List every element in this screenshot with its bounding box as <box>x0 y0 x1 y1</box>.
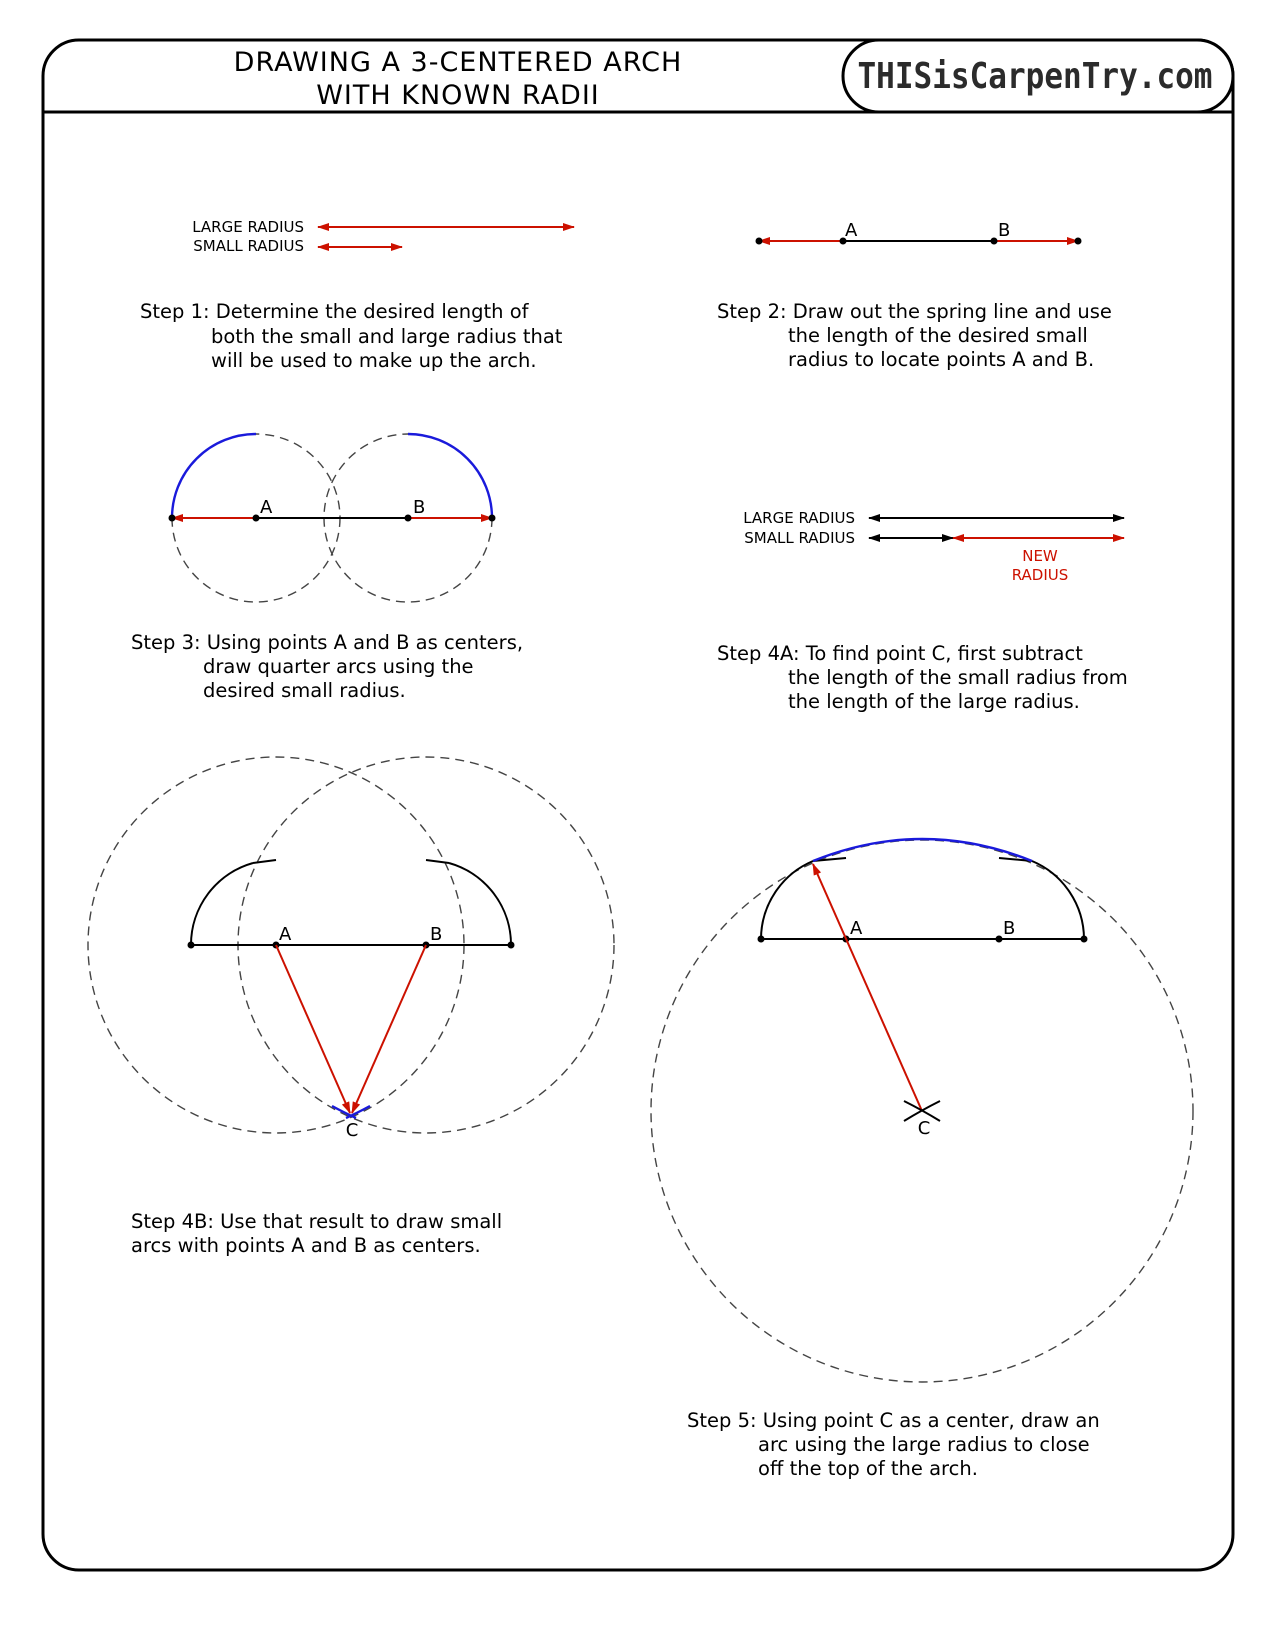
point-a-label-step3: A <box>260 497 273 518</box>
quarter-arc-right-4b <box>449 863 511 945</box>
point-a-dot-step3 <box>253 515 260 522</box>
radius-a-to-c <box>276 945 350 1113</box>
radius-b-to-c <box>352 945 426 1113</box>
step4a-line1: Step 4A: To find point C, first subtract <box>717 642 1083 665</box>
step4b-text <box>131 1210 502 1257</box>
step5-text <box>687 1409 1100 1480</box>
step5-line1: Step 5: Using point C as a center, draw an <box>687 1409 1100 1432</box>
point-b-label-step3: B <box>413 497 426 518</box>
step3-line1: Step 3: Using points A and B as centers, <box>131 631 524 654</box>
arc-tick-left <box>253 860 276 863</box>
step1-text <box>140 300 563 372</box>
step1-line1: Step 1: Determine the desired length of <box>140 300 529 323</box>
small-arc-left-5 <box>761 861 813 939</box>
step4a-line3: the length of the large radius. <box>788 690 1080 713</box>
step4a-diagram <box>743 509 1124 584</box>
page-title-line2: WITH KNOWN RADII <box>316 80 600 111</box>
step4a-text <box>717 642 1128 713</box>
brand-logo: THISisCarpenTry.com <box>857 56 1213 97</box>
step2-line2: the length of the desired small <box>788 324 1088 347</box>
step2-line1: Step 2: Draw out the spring line and use <box>717 300 1112 323</box>
spring-end-left <box>756 238 763 245</box>
point-c-label-5: C <box>917 1118 931 1139</box>
step1-line3: will be used to make up the arch. <box>211 349 537 372</box>
new-radius-label-line2: RADIUS <box>1011 566 1069 584</box>
step4b-line1: Step 4B: Use that result to draw small <box>131 1210 503 1233</box>
step3-text <box>131 631 523 702</box>
point-a-label-5: A <box>850 918 863 939</box>
end-right-dot-step3 <box>489 515 496 522</box>
end-right-dot-5 <box>1081 936 1088 943</box>
spring-end-right <box>1075 238 1082 245</box>
large-radius-label-4a: LARGE RADIUS <box>743 509 855 527</box>
step3-diagram <box>169 434 496 602</box>
step4b-diagram <box>88 757 614 1141</box>
point-b-label-4b: B <box>430 924 443 945</box>
end-left-dot-step3 <box>169 515 176 522</box>
step4a-line2: the length of the small radius from <box>788 666 1128 689</box>
point-b-dot-5 <box>996 936 1003 943</box>
step2-diagram <box>756 220 1082 245</box>
quarter-arc-left-4b <box>191 863 253 945</box>
large-radius-label: LARGE RADIUS <box>192 218 304 236</box>
step5-diagram <box>651 839 1193 1382</box>
step3-line3: desired small radius. <box>203 679 406 702</box>
quarter-arc-left <box>172 434 256 518</box>
step4b-line2: arcs with points A and B as centers. <box>131 1234 481 1257</box>
point-b-label-5: B <box>1003 918 1016 939</box>
small-radius-label-4a: SMALL RADIUS <box>744 529 855 547</box>
point-b-dot-step3 <box>405 515 412 522</box>
new-radius-label-line1: NEW <box>1022 547 1058 565</box>
step1-diagram <box>192 218 574 255</box>
step5-line2: arc using the large radius to close <box>758 1433 1090 1456</box>
small-radius-label: SMALL RADIUS <box>193 237 304 255</box>
step3-line2: draw quarter arcs using the <box>203 655 474 678</box>
point-c-label-4b: C <box>345 1120 359 1141</box>
step2-line3: radius to locate points A and B. <box>788 348 1095 371</box>
small-arc-right-5 <box>1032 861 1084 939</box>
page-title-line1: DRAWING A 3-CENTERED ARCH <box>233 47 683 78</box>
arc-tick-right <box>426 860 449 863</box>
point-b-label: B <box>998 220 1011 241</box>
page-border <box>43 40 1233 1570</box>
point-b-dot <box>991 238 998 245</box>
step2-text <box>717 300 1112 371</box>
point-a-label: A <box>845 220 858 241</box>
step1-line2: both the small and large radius that <box>211 325 563 348</box>
end-right-dot-4b <box>508 942 515 949</box>
large-radius-c-to-arc <box>813 864 922 1111</box>
point-a-label-4b: A <box>279 924 292 945</box>
end-left-dot-5 <box>758 936 765 943</box>
end-left-dot-4b <box>188 942 195 949</box>
step5-line3: off the top of the arch. <box>758 1457 978 1480</box>
